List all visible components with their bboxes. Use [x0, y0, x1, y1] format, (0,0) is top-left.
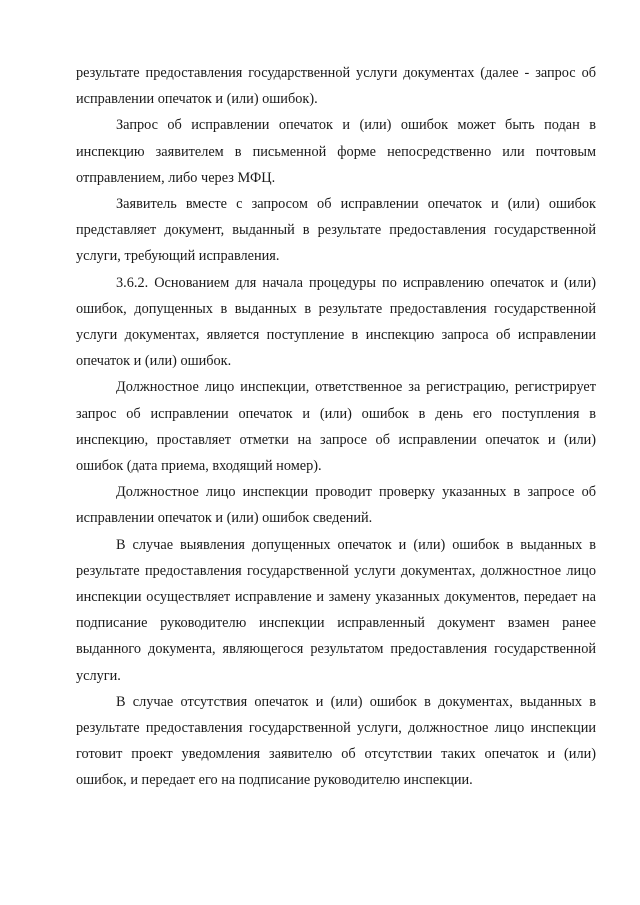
- paragraph-errors-found: В случае выявления допущенных опечаток и (или) ошибок в выданных в результате предоставления государственной услуги документах, должностное лицо инспекции осуществляет исправление и замену указанных документов, передает на подписание руководителю инспекции исправленный документ взамен ранее выданного документа, являющегося результатом предоставления государственной услуги.: [76, 536, 596, 684]
- paragraph-continuation: результате предоставления государственной услуги документах (далее - запрос об исправлении опечаток и (или) ошибок).: [76, 65, 596, 108]
- paragraph-applicant-document: Заявитель вместе с запросом об исправлении опечаток и (или) ошибок представляет документ, выданный в результате предоставления государственной услуги, требующий исправления.: [76, 196, 596, 265]
- paragraph-registration: Должностное лицо инспекции, ответственное за регистрацию, регистрирует запрос об исправлении опечаток и (или) ошибок в день его поступления в инспекцию, проставляет отметки на запросе об исправлении опечаток и (или) ошибок (дата приема, входящий номер).: [76, 379, 596, 475]
- paragraph-no-errors: В случае отсутствия опечаток и (или) ошибок в документах, выданных в результате предоставления государственной услуги, должностное лицо инспекции готовит проект уведомления заявителю об отсутствии таких опечаток и (или) ошибок, и передает его на подписание руководителю инспекции.: [76, 693, 596, 789]
- paragraph-3-6-2: 3.6.2. Основанием для начала процедуры по исправлению опечаток и (или) ошибок, допущенных в выданных в результате предоставления государственной услуги документах, является поступление в инспекцию запроса об исправлении опечаток и (или) ошибок.: [76, 274, 596, 370]
- paragraph-request-submission: Запрос об исправлении опечаток и (или) ошибок может быть подан в инспекцию заявителем в письменной форме непосредственно или почтовым отправлением, либо через МФЦ.: [76, 117, 596, 186]
- document-body: [76, 60, 596, 794]
- paragraph-verification: Должностное лицо инспекции проводит проверку указанных в запросе об исправлении опечаток и (или) ошибок сведений.: [76, 484, 596, 527]
